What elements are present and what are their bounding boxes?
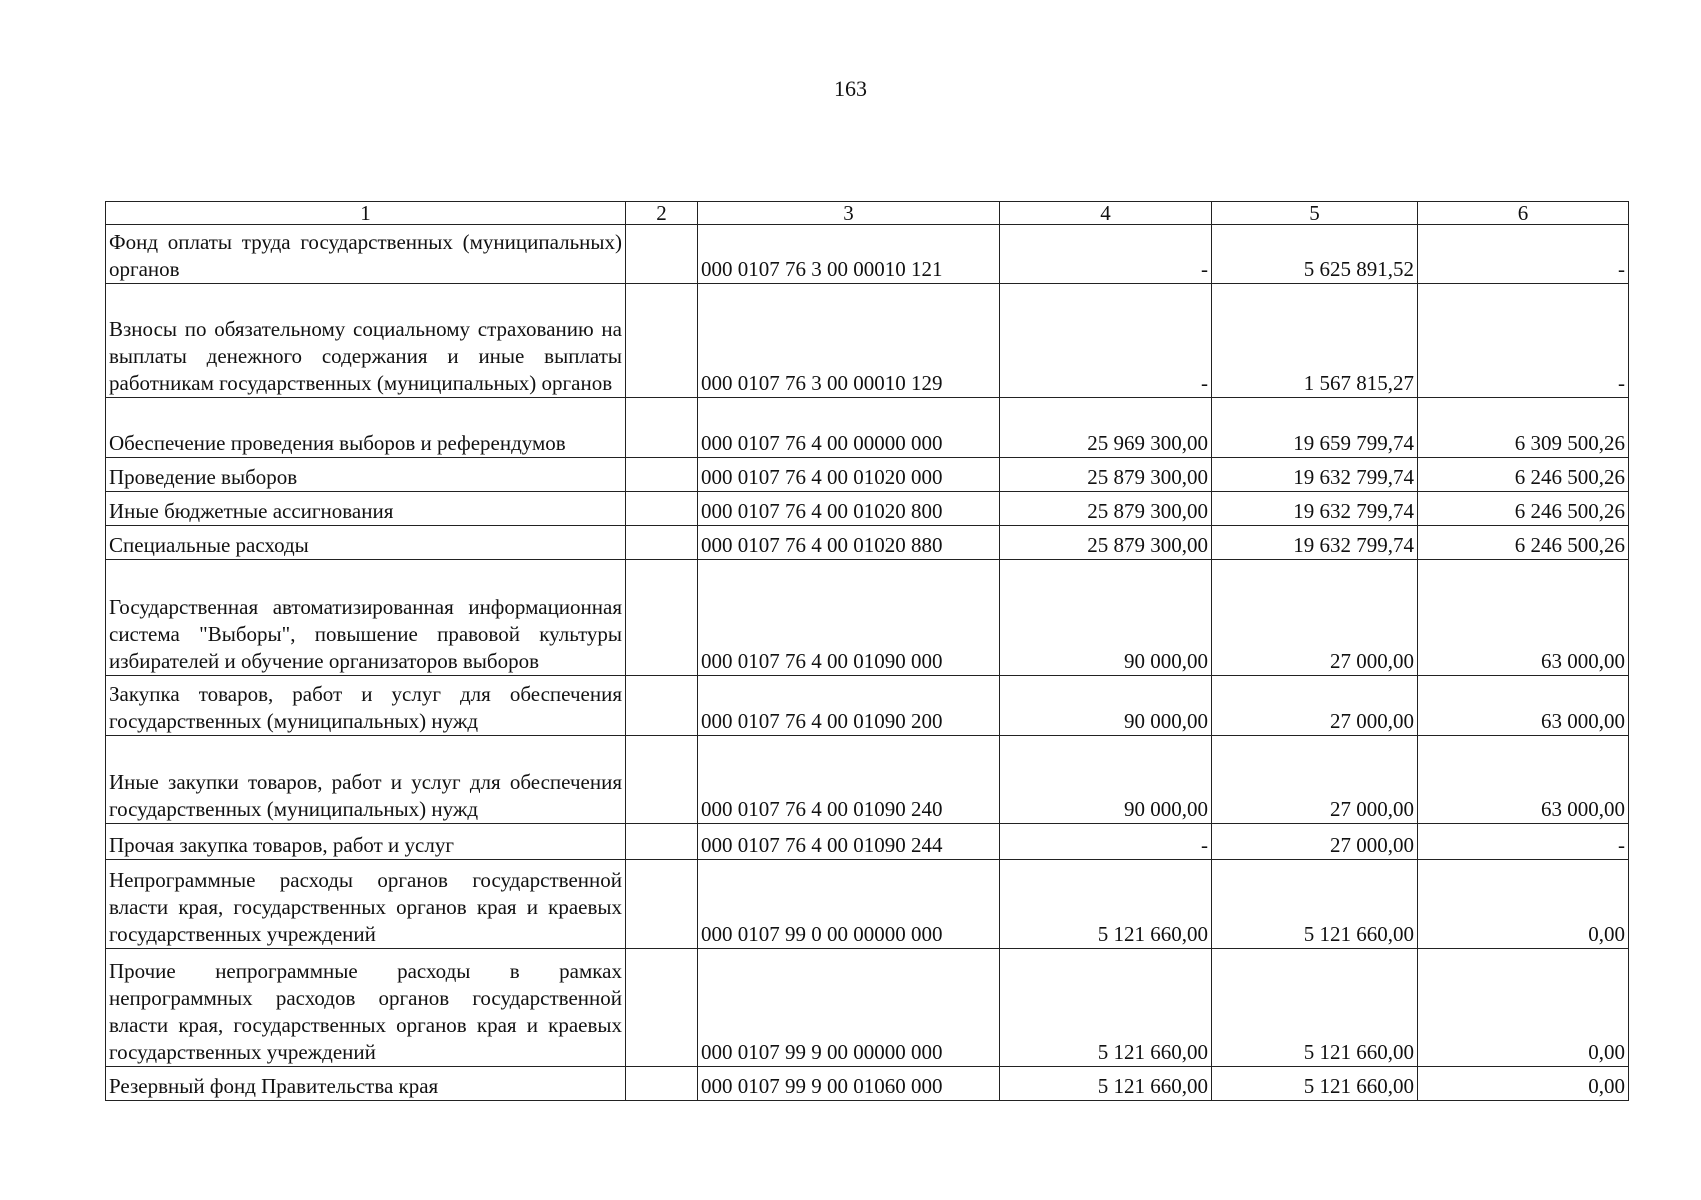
column-header: 6 [1418,202,1629,225]
row-name: Проведение выборов [106,458,626,492]
row-value-6: 0,00 [1418,949,1629,1067]
row-col2 [626,1067,698,1101]
row-col2 [626,284,698,398]
row-value-5: 1 567 815,27 [1212,284,1418,398]
row-value-4: - [1000,284,1212,398]
row-col2 [626,824,698,860]
row-value-5: 27 000,00 [1212,736,1418,824]
row-value-4: 5 121 660,00 [1000,949,1212,1067]
row-col2 [626,949,698,1067]
row-value-4: 90 000,00 [1000,560,1212,676]
table-row [106,458,1629,492]
row-col2 [626,526,698,560]
table-row [106,284,1629,398]
row-value-6: 63 000,00 [1418,736,1629,824]
table-row [106,225,1629,284]
row-name: Фонд оплаты труда государственных (муниципальных) органов [106,225,626,284]
row-value-5: 5 121 660,00 [1212,949,1418,1067]
row-value-6: 6 246 500,26 [1418,492,1629,526]
table-row [106,1067,1629,1101]
row-value-4: - [1000,225,1212,284]
row-col2 [626,458,698,492]
row-value-4: 25 969 300,00 [1000,398,1212,458]
row-name: Государственная автоматизированная информационная система "Выборы", повышение правовой культуры избирателей и обучение организаторов выборов [106,560,626,676]
row-value-4: 90 000,00 [1000,676,1212,736]
row-col2 [626,492,698,526]
row-code: 000 0107 76 4 00 01090 244 [698,824,1000,860]
row-code: 000 0107 99 9 00 01060 000 [698,1067,1000,1101]
row-col2 [626,676,698,736]
table-row [106,560,1629,676]
row-value-5: 19 632 799,74 [1212,458,1418,492]
table-row [106,492,1629,526]
table-row [106,824,1629,860]
column-header: 2 [626,202,698,225]
page-number: 163 [834,76,867,101]
table-row [106,398,1629,458]
table-row [106,949,1629,1067]
row-value-5: 5 121 660,00 [1212,860,1418,949]
row-value-6: - [1418,284,1629,398]
column-number-row [106,202,1629,225]
table-row [106,736,1629,824]
row-value-5: 5 625 891,52 [1212,225,1418,284]
row-code: 000 0107 76 4 00 01020 800 [698,492,1000,526]
row-name: Обеспечение проведения выборов и референдумов [106,398,626,458]
column-header: 3 [698,202,1000,225]
row-value-6: 0,00 [1418,1067,1629,1101]
row-value-5: 27 000,00 [1212,824,1418,860]
row-code: 000 0107 76 3 00 00010 121 [698,225,1000,284]
row-name: Закупка товаров, работ и услуг для обеспечения государственных (муниципальных) нужд [106,676,626,736]
row-name: Прочая закупка товаров, работ и услуг [106,824,626,860]
row-value-5: 5 121 660,00 [1212,1067,1418,1101]
row-value-4: 5 121 660,00 [1000,860,1212,949]
row-code: 000 0107 76 3 00 00010 129 [698,284,1000,398]
row-code: 000 0107 76 4 00 01090 240 [698,736,1000,824]
row-value-5: 27 000,00 [1212,560,1418,676]
column-header: 5 [1212,202,1418,225]
row-code: 000 0107 76 4 00 00000 000 [698,398,1000,458]
column-header: 4 [1000,202,1212,225]
row-col2 [626,225,698,284]
row-value-4: - [1000,824,1212,860]
row-value-4: 25 879 300,00 [1000,526,1212,560]
row-value-5: 27 000,00 [1212,676,1418,736]
column-header: 1 [106,202,626,225]
budget-table [105,201,1629,1101]
row-value-5: 19 659 799,74 [1212,398,1418,458]
row-col2 [626,736,698,824]
row-code: 000 0107 99 0 00 00000 000 [698,860,1000,949]
row-value-4: 25 879 300,00 [1000,492,1212,526]
row-value-6: - [1418,824,1629,860]
table-row [106,860,1629,949]
row-col2 [626,560,698,676]
row-value-6: 63 000,00 [1418,676,1629,736]
row-value-6: 6 246 500,26 [1418,458,1629,492]
row-name: Взносы по обязательному социальному страхованию на выплаты денежного содержания и иные выплаты работникам государственных (муниципальных) органов [106,284,626,398]
row-col2 [626,398,698,458]
row-code: 000 0107 76 4 00 01020 000 [698,458,1000,492]
row-value-6: 0,00 [1418,860,1629,949]
row-value-6: - [1418,225,1629,284]
table-row [106,526,1629,560]
row-code: 000 0107 76 4 00 01020 880 [698,526,1000,560]
row-col2 [626,860,698,949]
row-value-4: 25 879 300,00 [1000,458,1212,492]
row-value-6: 63 000,00 [1418,560,1629,676]
row-code: 000 0107 99 9 00 00000 000 [698,949,1000,1067]
row-name: Непрограммные расходы органов государственной власти края, государственных органов края и краевых государственных учреждений [106,860,626,949]
row-name: Иные бюджетные ассигнования [106,492,626,526]
row-value-6: 6 309 500,26 [1418,398,1629,458]
row-code: 000 0107 76 4 00 01090 200 [698,676,1000,736]
row-value-4: 90 000,00 [1000,736,1212,824]
row-name: Прочие непрограммные расходы в рамках непрограммных расходов органов государственной власти края, государственных органов края и краевых государственных учреждений [106,949,626,1067]
row-name: Иные закупки товаров, работ и услуг для обеспечения государственных (муниципальных) нужд [106,736,626,824]
row-value-6: 6 246 500,26 [1418,526,1629,560]
table-row [106,676,1629,736]
row-name: Специальные расходы [106,526,626,560]
row-value-4: 5 121 660,00 [1000,1067,1212,1101]
row-name: Резервный фонд Правительства края [106,1067,626,1101]
row-code: 000 0107 76 4 00 01090 000 [698,560,1000,676]
row-value-5: 19 632 799,74 [1212,492,1418,526]
row-value-5: 19 632 799,74 [1212,526,1418,560]
